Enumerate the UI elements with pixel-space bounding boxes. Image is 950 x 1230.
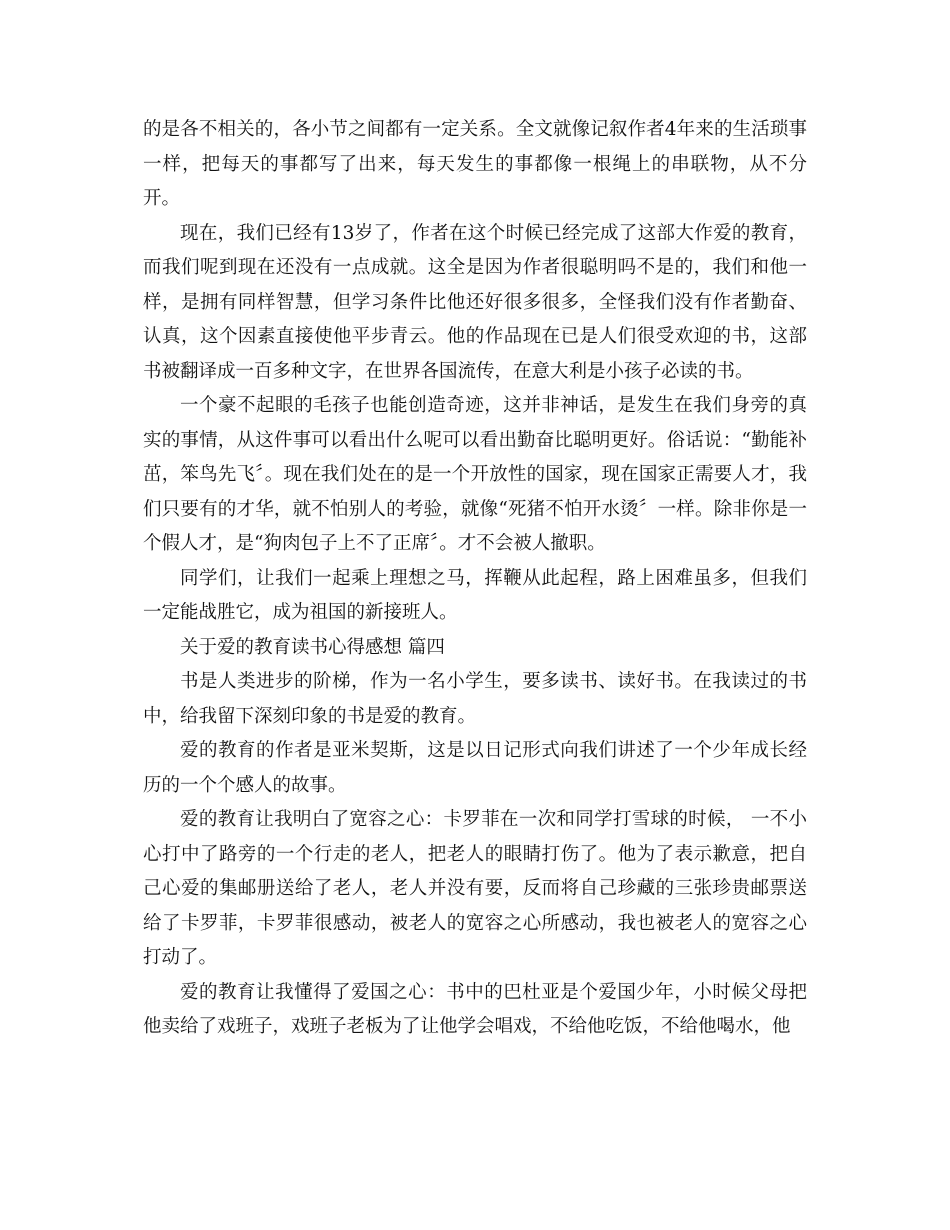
paragraph: 爱的教育的作者是亚米契斯，这是以日记形式向我们讲述了一个少年成长经历的一个个感人的故事。 [143, 740, 807, 796]
paragraph-continuation: 的是各不相关的，各小节之间都有一定关系。全文就像记叙作者4年来的生活琐事一样，把每天的事都写了出来，每天发生的事都像一根绳上的串联物，从不分开。 [143, 119, 807, 209]
paragraph: 一个豪不起眼的毛孩子也能创造奇迹，这并非神话，是发生在我们身旁的真实的事情，从这件事可以看出什么呢可以看出勤奋比聪明更好。俗话说：“勤能补茁，笨鸟先飞〞。现在我们处在的是一个开放性的国家，现在国家正需要人才，我们只要有的才华，就不怕别人的考验，就像“死猪不怕开水烫〞一样。除非你是一个假人才，是“狗肉包子上不了正席〞。才不会被人撤职。 [143, 395, 807, 554]
paragraph: 爱的教育让我明白了宽容之心：卡罗菲在一次和同学打雪球的时候， 一不小心打中了路旁的一个行走的老人，把老人的眼睛打伤了。他为了表示歉意，把自己心爱的集邮册送给了老人，老人并没有要，反而将自己珍藏的三张珍贵邮票送给了卡罗菲，卡罗菲很感动，被老人的宽容之心所感动，我也被老人的宽容之心打动了。 [143, 809, 807, 968]
paragraph: 书是人类进步的阶梯，作为一名小学生，要多读书、读好书。在我读过的书中，给我留下深刻印象的书是爱的教育。 [143, 671, 807, 727]
paragraph: 现在，我们已经有13岁了，作者在这个时候已经完成了这部大作爱的教育，而我们呢到现在还没有一点成就。这全是因为作者很聪明吗不是的，我们和他一样，是拥有同样智慧，但学习条件比他还好很多很多，全怪我们没有作者勤奋、认真，这个因素直接使他平步青云。他的作品现在已是人们很受欢迎的书，这部书被翻译成一百多种文字，在世界各国流传，在意大利是小孩子必读的书。 [143, 222, 807, 382]
paragraph: 爱的教育让我懂得了爱国之心：书中的巴杜亚是个爱国少年，小时候父母把他卖给了戏班子，戏班子老板为了让他学会唱戏，不给他吃饭，不给他喝水，他 [143, 981, 807, 1037]
document-body [143, 113, 807, 1045]
paragraph: 同学们，让我们一起乘上理想之马，挥鞭从此起程，路上困难虽多，但我们一定能战胜它，成为祖国的新接班人。 [143, 567, 807, 623]
section-heading: 关于爱的教育读书心得感想 篇四 [180, 636, 445, 658]
